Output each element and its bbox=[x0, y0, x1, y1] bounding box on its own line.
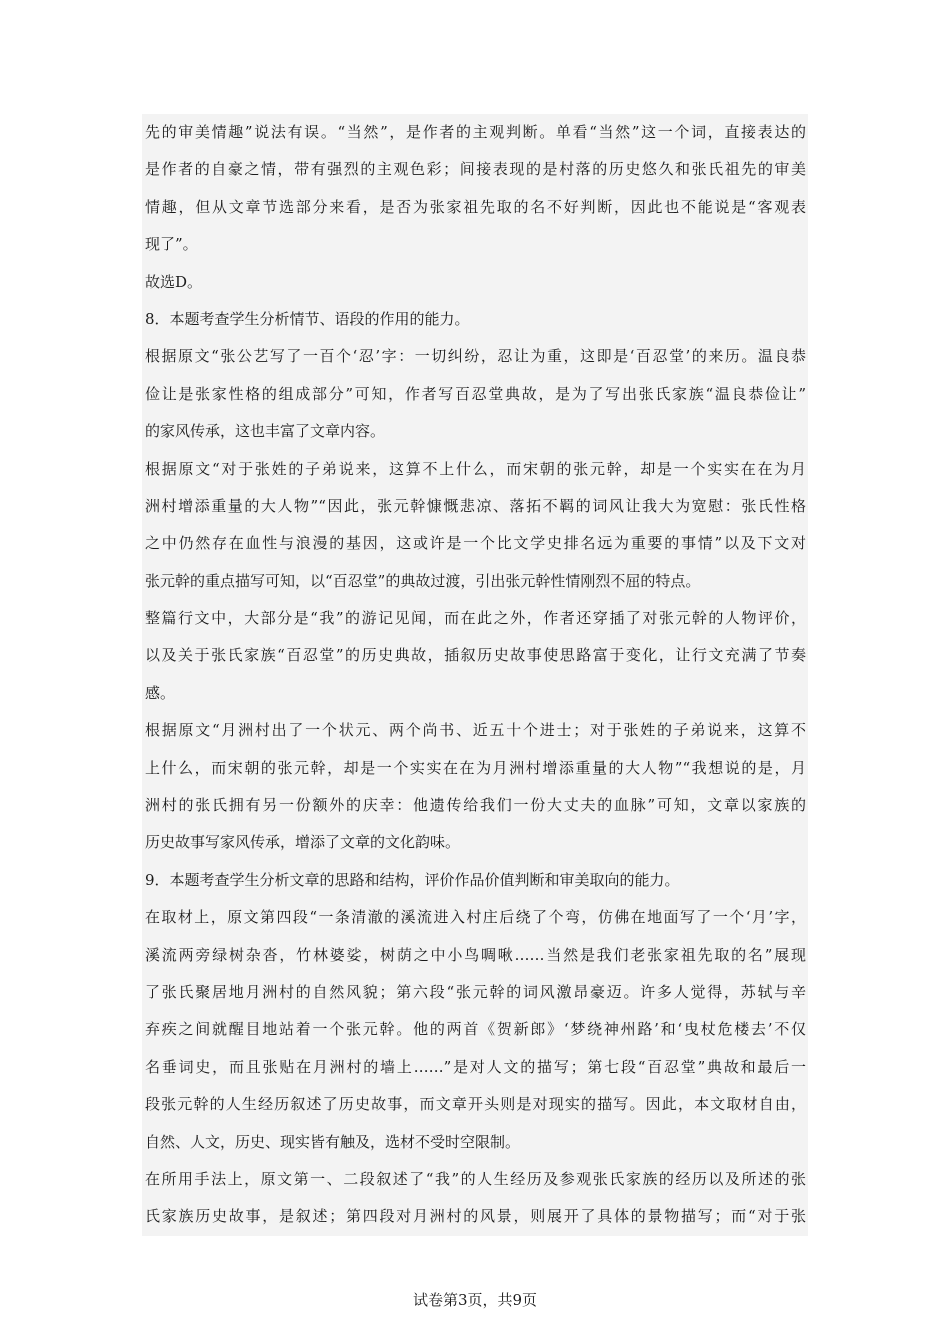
text-line: 的家风传承，这也丰富了文章内容。 bbox=[145, 422, 386, 441]
text-line: 自然、人文，历史、现实皆有触及，选材不受时空限制。 bbox=[145, 1132, 521, 1151]
text-line: 情趣，但从文章节选部分来看，是否为张家祖先取的名不好判断，因此也不能说是“客观表 bbox=[145, 197, 806, 216]
text-line: 弃疾之间就醒目地站着一个张元幹。他的两首《贺新郎》‘梦绕神州路’和‘曳杖危楼去’不仅 bbox=[145, 1020, 806, 1039]
text-line: 是作者的自豪之情，带有强烈的主观色彩；间接表现的是村落的历史悠久和张氏祖先的审美 bbox=[145, 160, 806, 179]
text-line: 氏家族历史故事，是叙述；第四段对月洲村的风景，则展开了具体的景物描写；而“对于张 bbox=[145, 1207, 806, 1226]
text-line: 历史故事写家风传承，增添了文章的文化韵味。 bbox=[145, 833, 461, 852]
text-line: 了张氏聚居地月洲村的自然风貌；第六段“张元幹的词风激昂豪迈。许多人觉得，苏轼与辛 bbox=[145, 982, 806, 1001]
text-line: 在所用手法上，原文第一、二段叙述了“我”的人生经历及参观张氏家族的经历以及所述的张 bbox=[145, 1169, 806, 1188]
text-line: 张元幹的重点描写可知，以“百忍堂”的典故过渡，引出张元幹性情刚烈不屈的特点。 bbox=[145, 571, 701, 590]
text-line: 在取材上，原文第四段“一条清澈的溪流进入村庄后绕了个弯，仿佛在地面写了一个‘月’字， bbox=[145, 908, 806, 927]
text-line: 8．本题考查学生分析情节、语段的作用的能力。 bbox=[145, 309, 470, 328]
text-line: 根据原文“张公艺写了一百个‘忍’字：一切纠纷，忍让为重，这即是‘百忍堂’的来历。温良恭 bbox=[145, 347, 806, 366]
text-line: 故选D。 bbox=[145, 272, 203, 291]
text-line: 感。 bbox=[145, 683, 176, 702]
text-line: 根据原文“对于张姓的子弟说来，这算不上什么，而宋朝的张元幹，却是一个实实在在为月 bbox=[145, 459, 806, 478]
text-line: 段张元幹的人生经历叙述了历史故事，而文章开头则是对现实的描写。因此，本文取材自由， bbox=[145, 1095, 806, 1114]
text-line: 9．本题考查学生分析文章的思路和结构，评价作品价值判断和审美取向的能力。 bbox=[145, 870, 680, 889]
text-line: 之中仍然存在血性与浪漫的基因，这或许是一个比文学史排名远为重要的事情”以及下文对 bbox=[145, 534, 806, 553]
text-line: 洲村增添重量的大人物”“因此，张元幹慷慨悲凉、落拓不羁的词风让我大为宽慰：张氏性格 bbox=[145, 496, 806, 515]
text-line: 俭让是张家性格的组成部分”可知，作者写百忍堂典故，是为了写出张氏家族“温良恭俭让” bbox=[145, 384, 806, 403]
text-line: 整篇行文中，大部分是“我”的游记见闻，而在此之外，作者还穿插了对张元幹的人物评价， bbox=[145, 609, 806, 628]
text-line: 洲村的张氏拥有另一份额外的庆幸：他遗传给我们一份大丈夫的血脉”可知，文章以家族的 bbox=[145, 796, 806, 815]
text-line: 现了”。 bbox=[145, 235, 198, 254]
text-line: 溪流两旁绿树杂沓，竹林婆娑，树荫之中小鸟啁啾……当然是我们老张家祖先取的名”展现 bbox=[145, 945, 806, 964]
page-footer: 试卷第3页，共9页 bbox=[412, 1291, 538, 1309]
text-line: 先的审美情趣”说法有误。“当然”，是作者的主观判断。单看“当然”这一个词，直接表达的 bbox=[145, 123, 806, 141]
text-line: 以及关于张氏家族“百忍堂”的历史典故，插叙历史故事使思路富于变化，让行文充满了节奏 bbox=[145, 646, 806, 665]
text-line: 上什么，而宋朝的张元幹，却是一个实实在在为月洲村增添重量的大人物”“我想说的是，月 bbox=[145, 758, 806, 777]
text-line: 名垂词史，而且张贴在月洲村的墙上……”是对人文的描写；第七段“百忍堂”典故和最后一 bbox=[145, 1057, 806, 1076]
text-line: 根据原文“月洲村出了一个状元、两个尚书、近五十个进士；对于张姓的子弟说来，这算不 bbox=[145, 721, 806, 740]
answer-text-block bbox=[142, 114, 808, 1236]
